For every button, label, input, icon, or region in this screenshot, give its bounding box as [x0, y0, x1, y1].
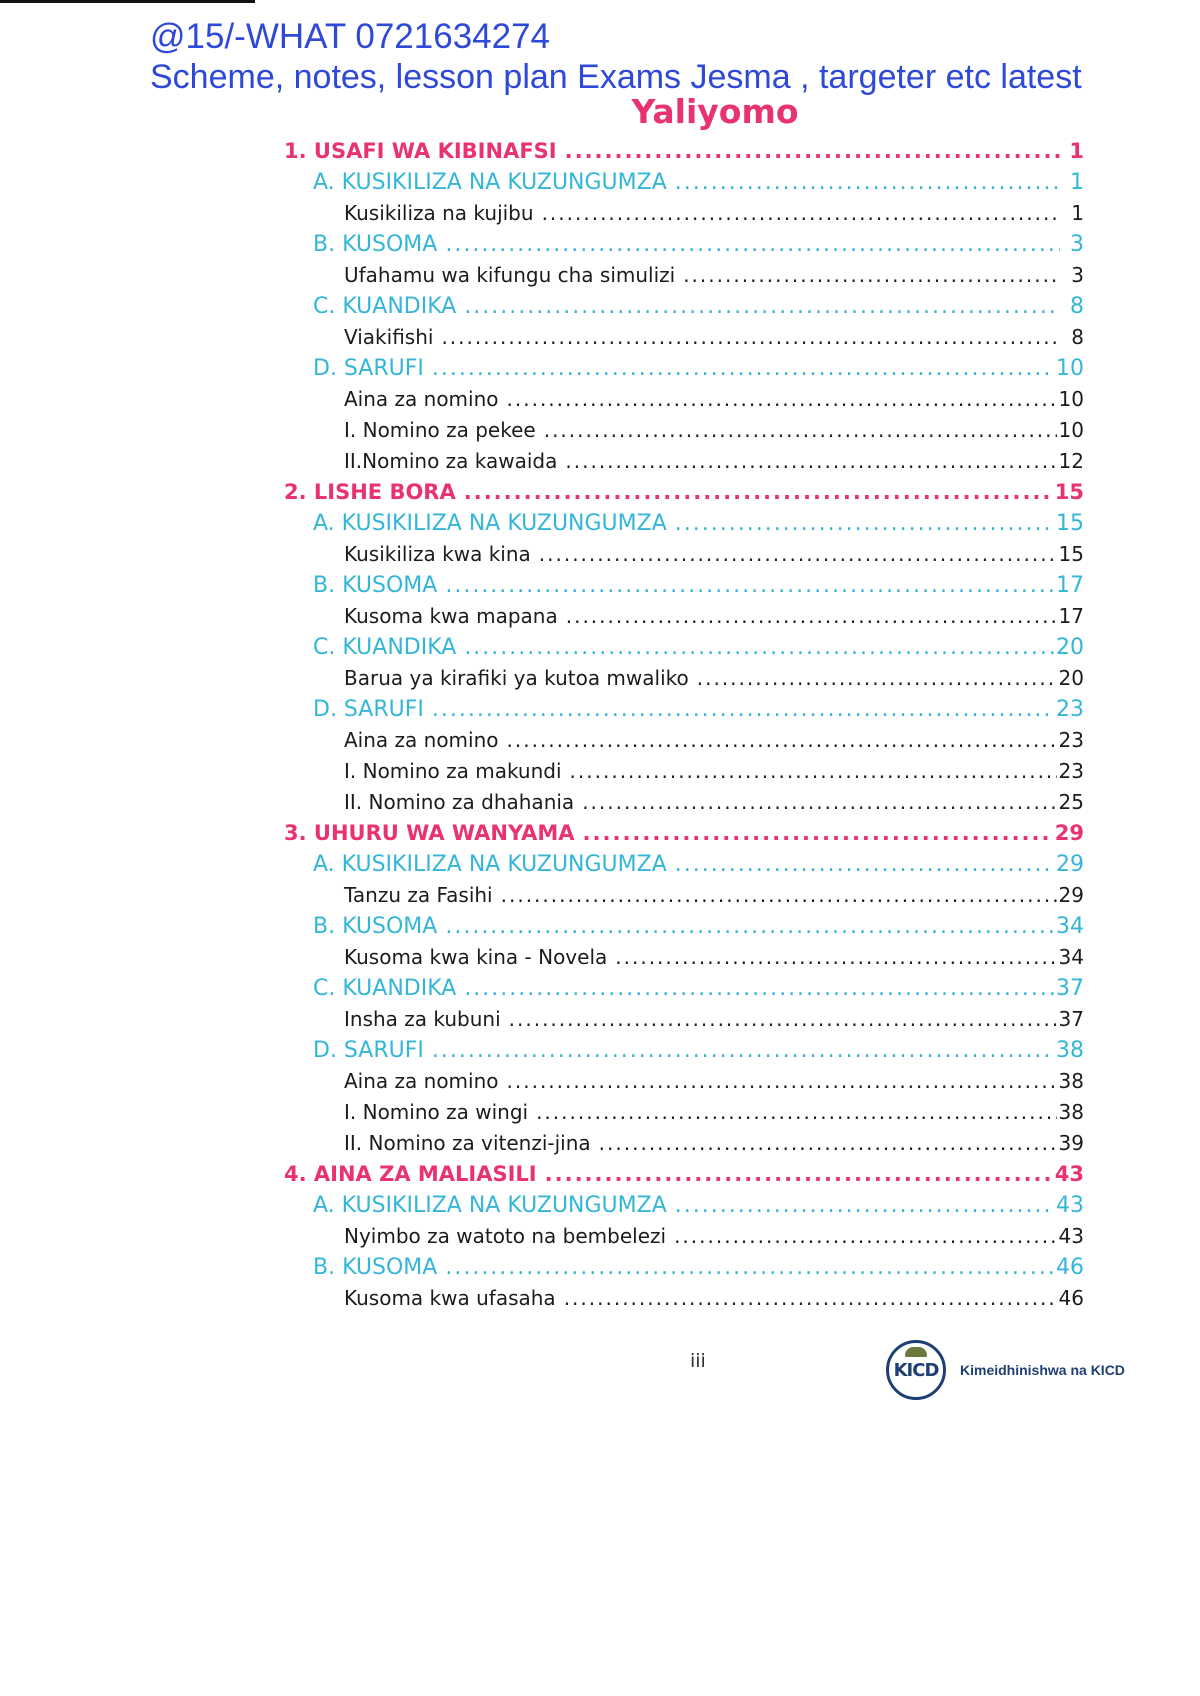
- toc-entry: [284, 849, 1084, 880]
- toc-leader-dots: [464, 632, 1054, 663]
- toc-entry: [284, 570, 1084, 601]
- toc-leader-dots: [445, 570, 1054, 601]
- toc-entry-page: 15: [1054, 480, 1084, 504]
- toc-entry-title: D. SARUFI: [313, 356, 424, 381]
- toc-entry-page: 10: [1058, 387, 1084, 411]
- toc-entry-page: 10: [1058, 418, 1084, 442]
- toc-entry: [284, 1066, 1084, 1097]
- toc-leader-dots: [501, 880, 1057, 911]
- toc-entry-title: Barua ya kirafiki ya kutoa mwaliko: [344, 666, 689, 690]
- toc-entry-title: Kusoma kwa kina - Novela: [344, 945, 608, 969]
- toc-entry: [284, 1128, 1084, 1159]
- toc-leader-dots: [432, 353, 1054, 384]
- toc-entry-title: I. Nomino za makundi: [344, 759, 562, 783]
- toc-entry-page: 12: [1058, 449, 1084, 473]
- toc-leader-dots: [507, 384, 1057, 415]
- page-number: iii: [690, 1350, 706, 1372]
- toc-entry: [284, 167, 1084, 198]
- toc-entry-page: 29: [1054, 821, 1084, 845]
- toc-leader-dots: [432, 694, 1054, 725]
- toc-entry-page: 8: [1071, 325, 1084, 349]
- toc-entry-title: C. KUANDIKA: [313, 635, 457, 660]
- scan-edge-mark: [0, 0, 255, 3]
- toc-entry-page: 23: [1058, 728, 1084, 752]
- toc-entry-page: 15: [1058, 542, 1084, 566]
- toc-leader-dots: [582, 787, 1056, 818]
- toc-entry-page: 37: [1058, 1007, 1084, 1031]
- toc-entry: [284, 1035, 1084, 1066]
- toc-entry-page: 15: [1056, 511, 1084, 536]
- toc-entry-page: 23: [1056, 697, 1084, 722]
- toc-entry: [284, 756, 1084, 787]
- toc-leader-dots: [445, 229, 1060, 260]
- toc-entry-page: 10: [1056, 356, 1084, 381]
- toc-entry: [284, 632, 1084, 663]
- toc-leader-dots: [441, 322, 1060, 353]
- toc-entry: [284, 880, 1084, 911]
- toc-entry: [284, 1221, 1084, 1252]
- toc-entry-title: A. KUSIKILIZA NA KUZUNGUMZA: [313, 1193, 667, 1218]
- toc-leader-dots: [509, 1004, 1057, 1035]
- toc-entry-title: 1. USAFI WA KIBINAFSI: [284, 139, 557, 163]
- toc-entry: [284, 787, 1084, 818]
- toc-entry-title: Tanzu za Fasihi: [344, 883, 493, 907]
- toc-entry-title: B. KUSOMA: [313, 573, 438, 598]
- toc-leader-dots: [675, 508, 1054, 539]
- toc-entry: [284, 1159, 1084, 1190]
- toc-entry-title: Kusoma kwa ufasaha: [344, 1286, 556, 1310]
- toc-entry-title: 3. UHURU WA WANYAMA: [284, 821, 575, 845]
- toc-entry: [284, 415, 1084, 446]
- toc-entry: [284, 973, 1084, 1004]
- toc-entry: [284, 942, 1084, 973]
- toc-entry-page: 20: [1056, 635, 1084, 660]
- toc-entry-page: 8: [1070, 294, 1084, 319]
- toc-entry: [284, 353, 1084, 384]
- toc-entry: [284, 1252, 1084, 1283]
- toc-entry-page: 34: [1056, 914, 1084, 939]
- toc-entry-page: 34: [1058, 945, 1084, 969]
- toc-entry-title: A. KUSIKILIZA NA KUZUNGUMZA: [313, 852, 667, 877]
- toc-entry-title: II.Nomino za kawaida: [344, 449, 558, 473]
- toc-entry-title: D. SARUFI: [313, 697, 424, 722]
- toc-entry-title: Kusoma kwa mapana: [344, 604, 558, 628]
- toc-entry-title: 4. AINA ZA MALIASILI: [284, 1162, 537, 1186]
- kicd-logo-text: KICD: [893, 1359, 939, 1381]
- toc-entry-title: Kusikiliza kwa kina: [344, 542, 531, 566]
- toc-entry: [284, 384, 1084, 415]
- toc-leader-dots: [566, 601, 1057, 632]
- toc-entry: [284, 694, 1084, 725]
- toc-leader-dots: [507, 725, 1057, 756]
- toc-entry-title: I. Nomino za pekee: [344, 418, 536, 442]
- toc-entry-title: II. Nomino za dhahania: [344, 790, 575, 814]
- toc-entry: [284, 446, 1084, 477]
- toc-leader-dots: [583, 818, 1053, 849]
- toc-entry: [284, 322, 1084, 353]
- toc-entry-page: 46: [1056, 1255, 1084, 1280]
- toc-leader-dots: [674, 1221, 1056, 1252]
- toc-entry: [284, 1004, 1084, 1035]
- toc-entry: [284, 229, 1084, 260]
- toc-entry-page: 1: [1071, 201, 1084, 225]
- toc-entry: [284, 539, 1084, 570]
- toc-entry-title: C. KUANDIKA: [313, 976, 457, 1001]
- toc-entry-title: Nyimbo za watoto na bembelezi: [344, 1224, 667, 1248]
- toc-leader-dots: [464, 973, 1054, 1004]
- toc-leader-dots: [432, 1035, 1054, 1066]
- toc-entry-title: 2. LISHE BORA: [284, 480, 456, 504]
- toc-entry: [284, 1190, 1084, 1221]
- toc-leader-dots: [445, 1252, 1054, 1283]
- toc-title: Yaliyomo: [631, 92, 799, 131]
- toc-leader-dots: [675, 167, 1060, 198]
- toc-entry-title: Kusikiliza na kujibu: [344, 201, 534, 225]
- toc-leader-dots: [675, 849, 1054, 880]
- table-of-contents: [284, 136, 1084, 1314]
- toc-entry-title: II. Nomino za vitenzi-jina: [344, 1131, 591, 1155]
- toc-leader-dots: [564, 1283, 1057, 1314]
- toc-leader-dots: [683, 260, 1060, 291]
- toc-leader-dots: [565, 446, 1056, 477]
- toc-entry-title: B. KUSOMA: [313, 232, 438, 257]
- toc-entry-page: 37: [1056, 976, 1084, 1001]
- toc-entry: [284, 260, 1084, 291]
- toc-leader-dots: [615, 942, 1056, 973]
- toc-entry: [284, 725, 1084, 756]
- toc-entry: [284, 1283, 1084, 1314]
- toc-entry-title: B. KUSOMA: [313, 1255, 438, 1280]
- toc-entry-title: D. SARUFI: [313, 1038, 424, 1063]
- kicd-approval: [886, 1340, 1125, 1400]
- toc-leader-dots: [599, 1128, 1057, 1159]
- toc-entry-title: C. KUANDIKA: [313, 294, 457, 319]
- toc-entry-page: 29: [1056, 852, 1084, 877]
- toc-leader-dots: [697, 663, 1057, 694]
- toc-entry-title: A. KUSIKILIZA NA KUZUNGUMZA: [313, 511, 667, 536]
- toc-leader-dots: [570, 756, 1057, 787]
- toc-entry-title: Aina za nomino: [344, 387, 499, 411]
- toc-entry-page: 23: [1058, 759, 1084, 783]
- toc-leader-dots: [536, 1097, 1056, 1128]
- toc-entry-page: 43: [1054, 1162, 1084, 1186]
- toc-entry-title: B. KUSOMA: [313, 914, 438, 939]
- watermark-line-2: Scheme, notes, lesson plan Exams Jesma , targeter etc latest: [150, 58, 1082, 97]
- toc-entry: [284, 1097, 1084, 1128]
- toc-entry: [284, 477, 1084, 508]
- toc-entry-page: 3: [1071, 263, 1084, 287]
- toc-entry-page: 39: [1058, 1131, 1084, 1155]
- toc-leader-dots: [544, 415, 1057, 446]
- toc-entry-page: 38: [1058, 1069, 1084, 1093]
- toc-entry-page: 43: [1058, 1224, 1084, 1248]
- toc-entry-page: 43: [1056, 1193, 1084, 1218]
- toc-entry-page: 1: [1070, 170, 1084, 195]
- watermark: [150, 16, 1082, 97]
- toc-entry-page: 38: [1058, 1100, 1084, 1124]
- toc-leader-dots: [464, 477, 1053, 508]
- toc-entry-page: 1: [1069, 139, 1084, 163]
- toc-entry: [284, 663, 1084, 694]
- toc-entry-title: I. Nomino za wingi: [344, 1100, 529, 1124]
- toc-entry: [284, 911, 1084, 942]
- toc-entry-title: Viakifishi: [344, 325, 434, 349]
- toc-entry-page: 17: [1058, 604, 1084, 628]
- toc-leader-dots: [507, 1066, 1057, 1097]
- toc-entry: [284, 291, 1084, 322]
- toc-entry-page: 20: [1058, 666, 1084, 690]
- toc-entry: [284, 508, 1084, 539]
- toc-leader-dots: [542, 198, 1060, 229]
- toc-leader-dots: [445, 911, 1054, 942]
- toc-entry-title: Aina za nomino: [344, 728, 499, 752]
- watermark-line-1: @15/-WHAT 0721634274: [150, 17, 551, 56]
- toc-entry: [284, 818, 1084, 849]
- toc-leader-dots: [545, 1159, 1053, 1190]
- toc-entry-page: 3: [1070, 232, 1084, 257]
- toc-entry-title: Ufahamu wa kifungu cha simulizi: [344, 263, 676, 287]
- toc-entry-title: Aina za nomino: [344, 1069, 499, 1093]
- toc-entry: [284, 198, 1084, 229]
- toc-leader-dots: [539, 539, 1057, 570]
- toc-leader-dots: [565, 136, 1060, 167]
- toc-entry-title: Insha za kubuni: [344, 1007, 501, 1031]
- toc-entry: [284, 136, 1084, 167]
- kicd-logo-icon: [886, 1340, 946, 1400]
- toc-entry-page: 38: [1056, 1038, 1084, 1063]
- toc-entry-page: 46: [1058, 1286, 1084, 1310]
- toc-entry: [284, 601, 1084, 632]
- toc-entry-title: A. KUSIKILIZA NA KUZUNGUMZA: [313, 170, 667, 195]
- toc-leader-dots: [464, 291, 1060, 322]
- toc-leader-dots: [675, 1190, 1054, 1221]
- toc-entry-page: 25: [1058, 790, 1084, 814]
- kicd-approval-text: Kimeidhinishwa na KICD: [960, 1362, 1125, 1378]
- toc-entry-page: 29: [1058, 883, 1084, 907]
- toc-entry-page: 17: [1056, 573, 1084, 598]
